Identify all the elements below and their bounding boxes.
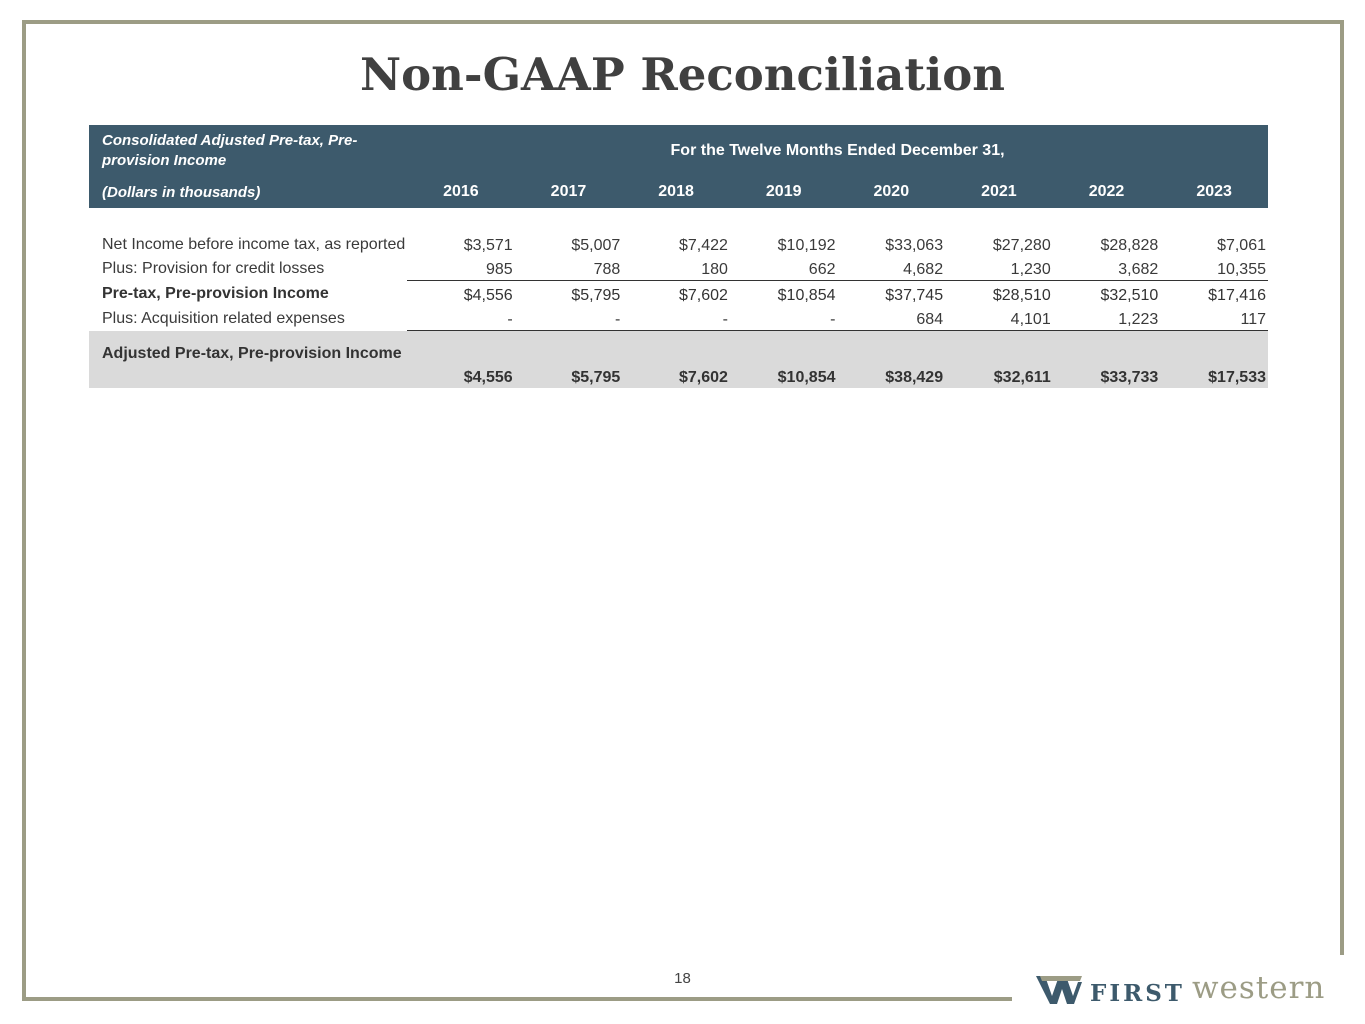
frame-border-top bbox=[22, 20, 1344, 24]
table-row bbox=[89, 208, 1268, 256]
table-header-units: (Dollars in thousands) bbox=[89, 176, 407, 208]
table-cell: $32,611 bbox=[945, 331, 1053, 388]
table-cell: $38,429 bbox=[838, 331, 946, 388]
table-cell: $4,556 bbox=[407, 331, 515, 388]
page-number: 18 bbox=[674, 970, 691, 987]
table-header-title: Consolidated Adjusted Pre-tax, Pre-provision Income bbox=[89, 125, 407, 176]
reconciliation-table bbox=[89, 125, 1268, 388]
table-cell: $7,602 bbox=[622, 331, 730, 388]
table-header-period: For the Twelve Months Ended December 31, bbox=[407, 125, 1268, 176]
table-row bbox=[89, 281, 1268, 307]
table-cell: $10,854 bbox=[777, 287, 836, 304]
table-cell: $7,422 bbox=[678, 237, 728, 254]
table-cell: $32,510 bbox=[1100, 287, 1159, 304]
row-label: Adjusted Pre-tax, Pre-provision Income bbox=[89, 331, 407, 388]
table-cell: $3,571 bbox=[463, 237, 513, 254]
year-header: 2020 bbox=[838, 176, 946, 208]
frame-border-bottom bbox=[22, 997, 1012, 1001]
table-cell: $10,854 bbox=[730, 331, 838, 388]
table-cell: 3,682 bbox=[1053, 256, 1161, 281]
year-header: 2023 bbox=[1160, 176, 1268, 208]
table-row bbox=[89, 306, 1268, 331]
table-cell: 4,101 bbox=[945, 306, 1053, 331]
table-cell: - bbox=[730, 306, 838, 331]
year-header: 2021 bbox=[945, 176, 1053, 208]
page-title: Non-GAAP Reconciliation bbox=[360, 48, 1005, 101]
table-cell: 1,230 bbox=[945, 256, 1053, 281]
table-cell: - bbox=[515, 306, 623, 331]
table-row bbox=[89, 256, 1268, 281]
row-label: Net Income before income tax, as reported bbox=[102, 236, 406, 253]
table-cell: $5,795 bbox=[515, 331, 623, 388]
table-cell: $37,745 bbox=[885, 287, 944, 304]
table-cell: 985 bbox=[407, 256, 515, 281]
logo-western-text: western bbox=[1192, 970, 1326, 1006]
table-cell: $5,795 bbox=[571, 287, 621, 304]
table-cell: $28,828 bbox=[1100, 237, 1159, 254]
table-cell: $4,556 bbox=[463, 287, 513, 304]
row-label: Plus: Acquisition related expenses bbox=[102, 309, 345, 327]
table-total-row bbox=[89, 331, 1268, 388]
table-cell: 117 bbox=[1160, 306, 1268, 331]
table-cell: 4,682 bbox=[838, 256, 946, 281]
table-cell: $17,533 bbox=[1160, 331, 1268, 388]
table-cell: $17,416 bbox=[1208, 287, 1266, 304]
row-label: Pre-tax, Pre-provision Income bbox=[102, 284, 329, 302]
year-header: 2019 bbox=[730, 176, 838, 208]
logo-first-text: FIRST bbox=[1090, 980, 1185, 1007]
table-cell: - bbox=[407, 306, 515, 331]
table-header-row bbox=[89, 125, 1268, 176]
year-header: 2017 bbox=[515, 176, 623, 208]
table-cell: 662 bbox=[730, 256, 838, 281]
table-cell: $7,602 bbox=[678, 287, 728, 304]
frame-border-left bbox=[22, 20, 26, 1001]
table-cell: $28,510 bbox=[992, 287, 1051, 304]
table-cell: - bbox=[622, 306, 730, 331]
row-label: Plus: Provision for credit losses bbox=[102, 259, 325, 277]
table-cell: 10,355 bbox=[1160, 256, 1268, 281]
table-cell: 180 bbox=[622, 256, 730, 281]
table-year-header-row bbox=[89, 176, 1268, 208]
table-cell: 788 bbox=[515, 256, 623, 281]
table-cell: $33,063 bbox=[885, 237, 944, 254]
table-cell: 684 bbox=[838, 306, 946, 331]
table-cell: 1,223 bbox=[1053, 306, 1161, 331]
year-header: 2018 bbox=[622, 176, 730, 208]
year-header: 2016 bbox=[407, 176, 515, 208]
table-cell: $5,007 bbox=[571, 237, 621, 254]
company-logo bbox=[1036, 970, 1346, 1010]
w-logo-mark-icon bbox=[1036, 976, 1082, 1004]
table-cell: $7,061 bbox=[1217, 237, 1266, 254]
frame-border-right bbox=[1340, 20, 1344, 955]
table-cell: $10,192 bbox=[777, 237, 836, 254]
year-header: 2022 bbox=[1053, 176, 1161, 208]
table-cell: $27,280 bbox=[992, 237, 1051, 254]
table-cell: $33,733 bbox=[1053, 331, 1161, 388]
